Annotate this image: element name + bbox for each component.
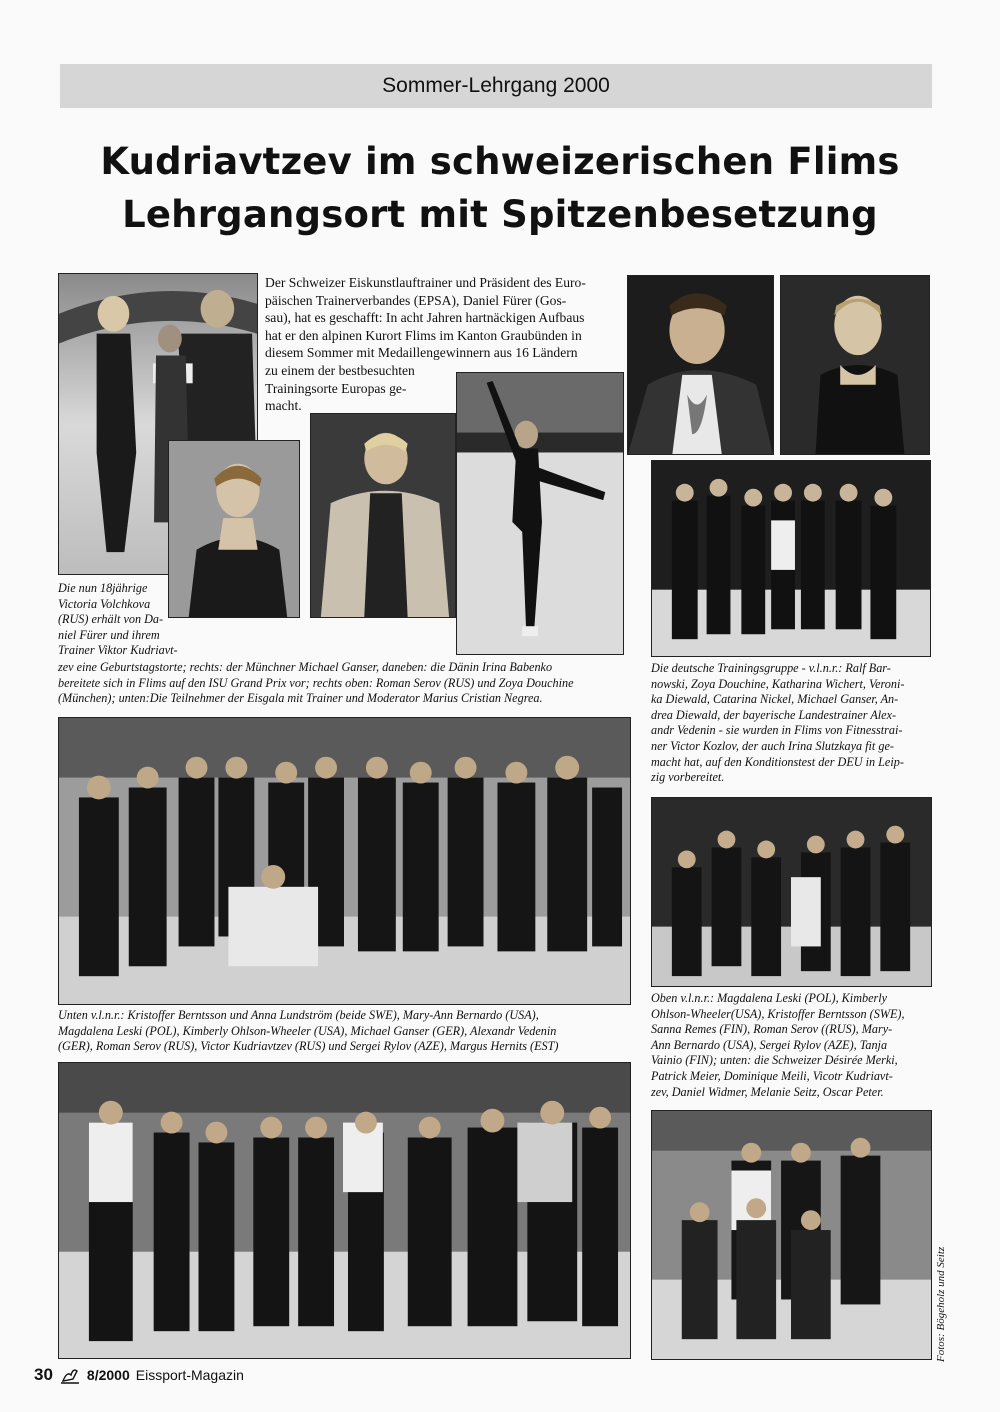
photo-skater-pose (456, 372, 624, 655)
caption-line: Trainer Viktor Kudriavt- (58, 643, 178, 658)
photo-irina-babenko (168, 440, 300, 618)
caption-german-group (651, 661, 935, 786)
caption-line: Ann Bernardo (USA), Sergei Rylov (AZE), Tanja (651, 1037, 888, 1052)
caption-line: (GER), Roman Serov (RUS), Victor Kudriavtzev (RUS) und Sergei Rylov (AZE), Margus Hernits (EST) (58, 1039, 559, 1054)
photo-german-group (651, 460, 931, 657)
caption-line: Ohlson-Wheeler(USA), Kristoffer Berntsson (SWE), (651, 1006, 905, 1021)
caption-line: Unten v.l.n.r.: Kristoffer Berntsson und Anna Lundström (beide SWE), Mary-Ann Bernardo (USA), (58, 1008, 539, 1022)
magazine-name: Eissport-Magazin (135, 1367, 244, 1383)
intro-line: diesem Sommer mit Medaillengewinnern aus 16 Ländern (265, 345, 578, 361)
section-title: Sommer-Lehrgang 2000 (382, 74, 610, 97)
page-footer (34, 1365, 244, 1385)
intro-line: Der Schweizer Eiskunstlauftrainer und Präsident des Euro- (265, 275, 586, 290)
intro-line: sau), hat es geschafft: In acht Jahren hartnäckigen Aufbaus (265, 310, 585, 326)
caption-line: macht hat, auf den Konditionstest der DEU in Leip- (651, 754, 904, 769)
caption-line: bereitete sich in Flims auf den ISU Grand Prix vor; rechts oben: Roman Serov (RUS) und Zoya Douchine (58, 675, 574, 690)
caption-line: ner Victor Kozlov, der auch Irina Slutzkaya fit ge- (651, 738, 894, 753)
caption-line: ka Diewald, Catarina Nickel, Michael Ganser, An- (651, 692, 899, 707)
intro-line: hat er den alpinen Kurort Flims im Kanton Graubünden in (265, 327, 582, 343)
caption-line: drea Diewald, der bayerische Landestrainer Alex- (651, 707, 897, 722)
photo-zoya-douchine (780, 275, 930, 455)
intro-line: zu einem der bestbesuchten (265, 362, 415, 378)
caption-birthday-cont (58, 660, 638, 707)
intro-line: macht. (265, 398, 302, 414)
caption-line: zev, Daniel Widmer, Melanie Seitz, Oscar Peter. (651, 1084, 884, 1099)
issue-number: 8/2000 (86, 1367, 130, 1383)
caption-line: Patrick Meier, Dominique Meili, Vicotr Kudriavt- (651, 1068, 893, 1083)
caption-line: zig vorbereitet. (651, 770, 725, 785)
intro-line: Trainingsorte Europas ge- (265, 380, 407, 396)
caption-line: (RUS) erhält von Da- (58, 612, 164, 627)
headline-line-2: Lehrgangsort mit Spitzenbesetzung (122, 193, 878, 236)
photo-credit: Fotos: Bögeholz und Seitz (935, 1246, 947, 1362)
caption-line: niel Fürer und ihrem (58, 627, 160, 642)
caption-line: Oben v.l.n.r.: Magdalena Leski (POL), Kimberly (651, 991, 888, 1005)
caption-line: Die deutsche Trainingsgruppe - v.l.n.r.: Ralf Bar- (651, 661, 891, 675)
photo-michael-ganser (310, 413, 456, 618)
caption-line: nowski, Zoya Douchine, Katharina Wichert, Veroni- (651, 676, 905, 691)
caption-line: Die nun 18jährige (58, 581, 148, 595)
caption-line: Magdalena Leski (POL), Kimberly Ohlson-Wheeler (USA), Michael Ganser (GER), Alexandr Vedenin (58, 1023, 557, 1038)
photo-international-group (651, 797, 932, 987)
page-number: 30 (34, 1365, 53, 1384)
intro-line: päischen Trainerverbandes (EPSA), Daniel Fürer (Gos- (265, 292, 567, 308)
magazine-logo-icon (59, 1365, 81, 1385)
caption-line: Sanna Remes (FIN), Roman Serov ((RUS), Mary- (651, 1022, 893, 1037)
caption-line: Vainio (FIN); unten: die Schweizer Désirée Merki, (651, 1053, 898, 1068)
section-header (60, 64, 932, 108)
caption-line: Victoria Volchkova (58, 596, 151, 611)
photo-swiss-group (651, 1110, 932, 1360)
caption-line: andr Vedenin - sie wurden in Flims von Fitnesstrai- (651, 723, 903, 738)
caption-birthday (58, 581, 180, 659)
photo-gala-group (58, 717, 631, 1005)
headline-line-1: Kudriavtzev im schweizerischen Flims (100, 140, 900, 183)
photo-bottom-group (58, 1062, 631, 1359)
caption-international-group (651, 991, 935, 1100)
photo-roman-serov (627, 275, 774, 455)
caption-line: (München); unten:Die Teilnehmer der Eisgala mit Trainer und Moderator Marius Cristian Negrea. (58, 691, 543, 706)
caption-gala-group (58, 1008, 638, 1055)
caption-line: zev eine Geburtstagstorte; rechts: der Münchner Michael Ganser, daneben: die Dänin Irina Babenko (58, 660, 553, 674)
